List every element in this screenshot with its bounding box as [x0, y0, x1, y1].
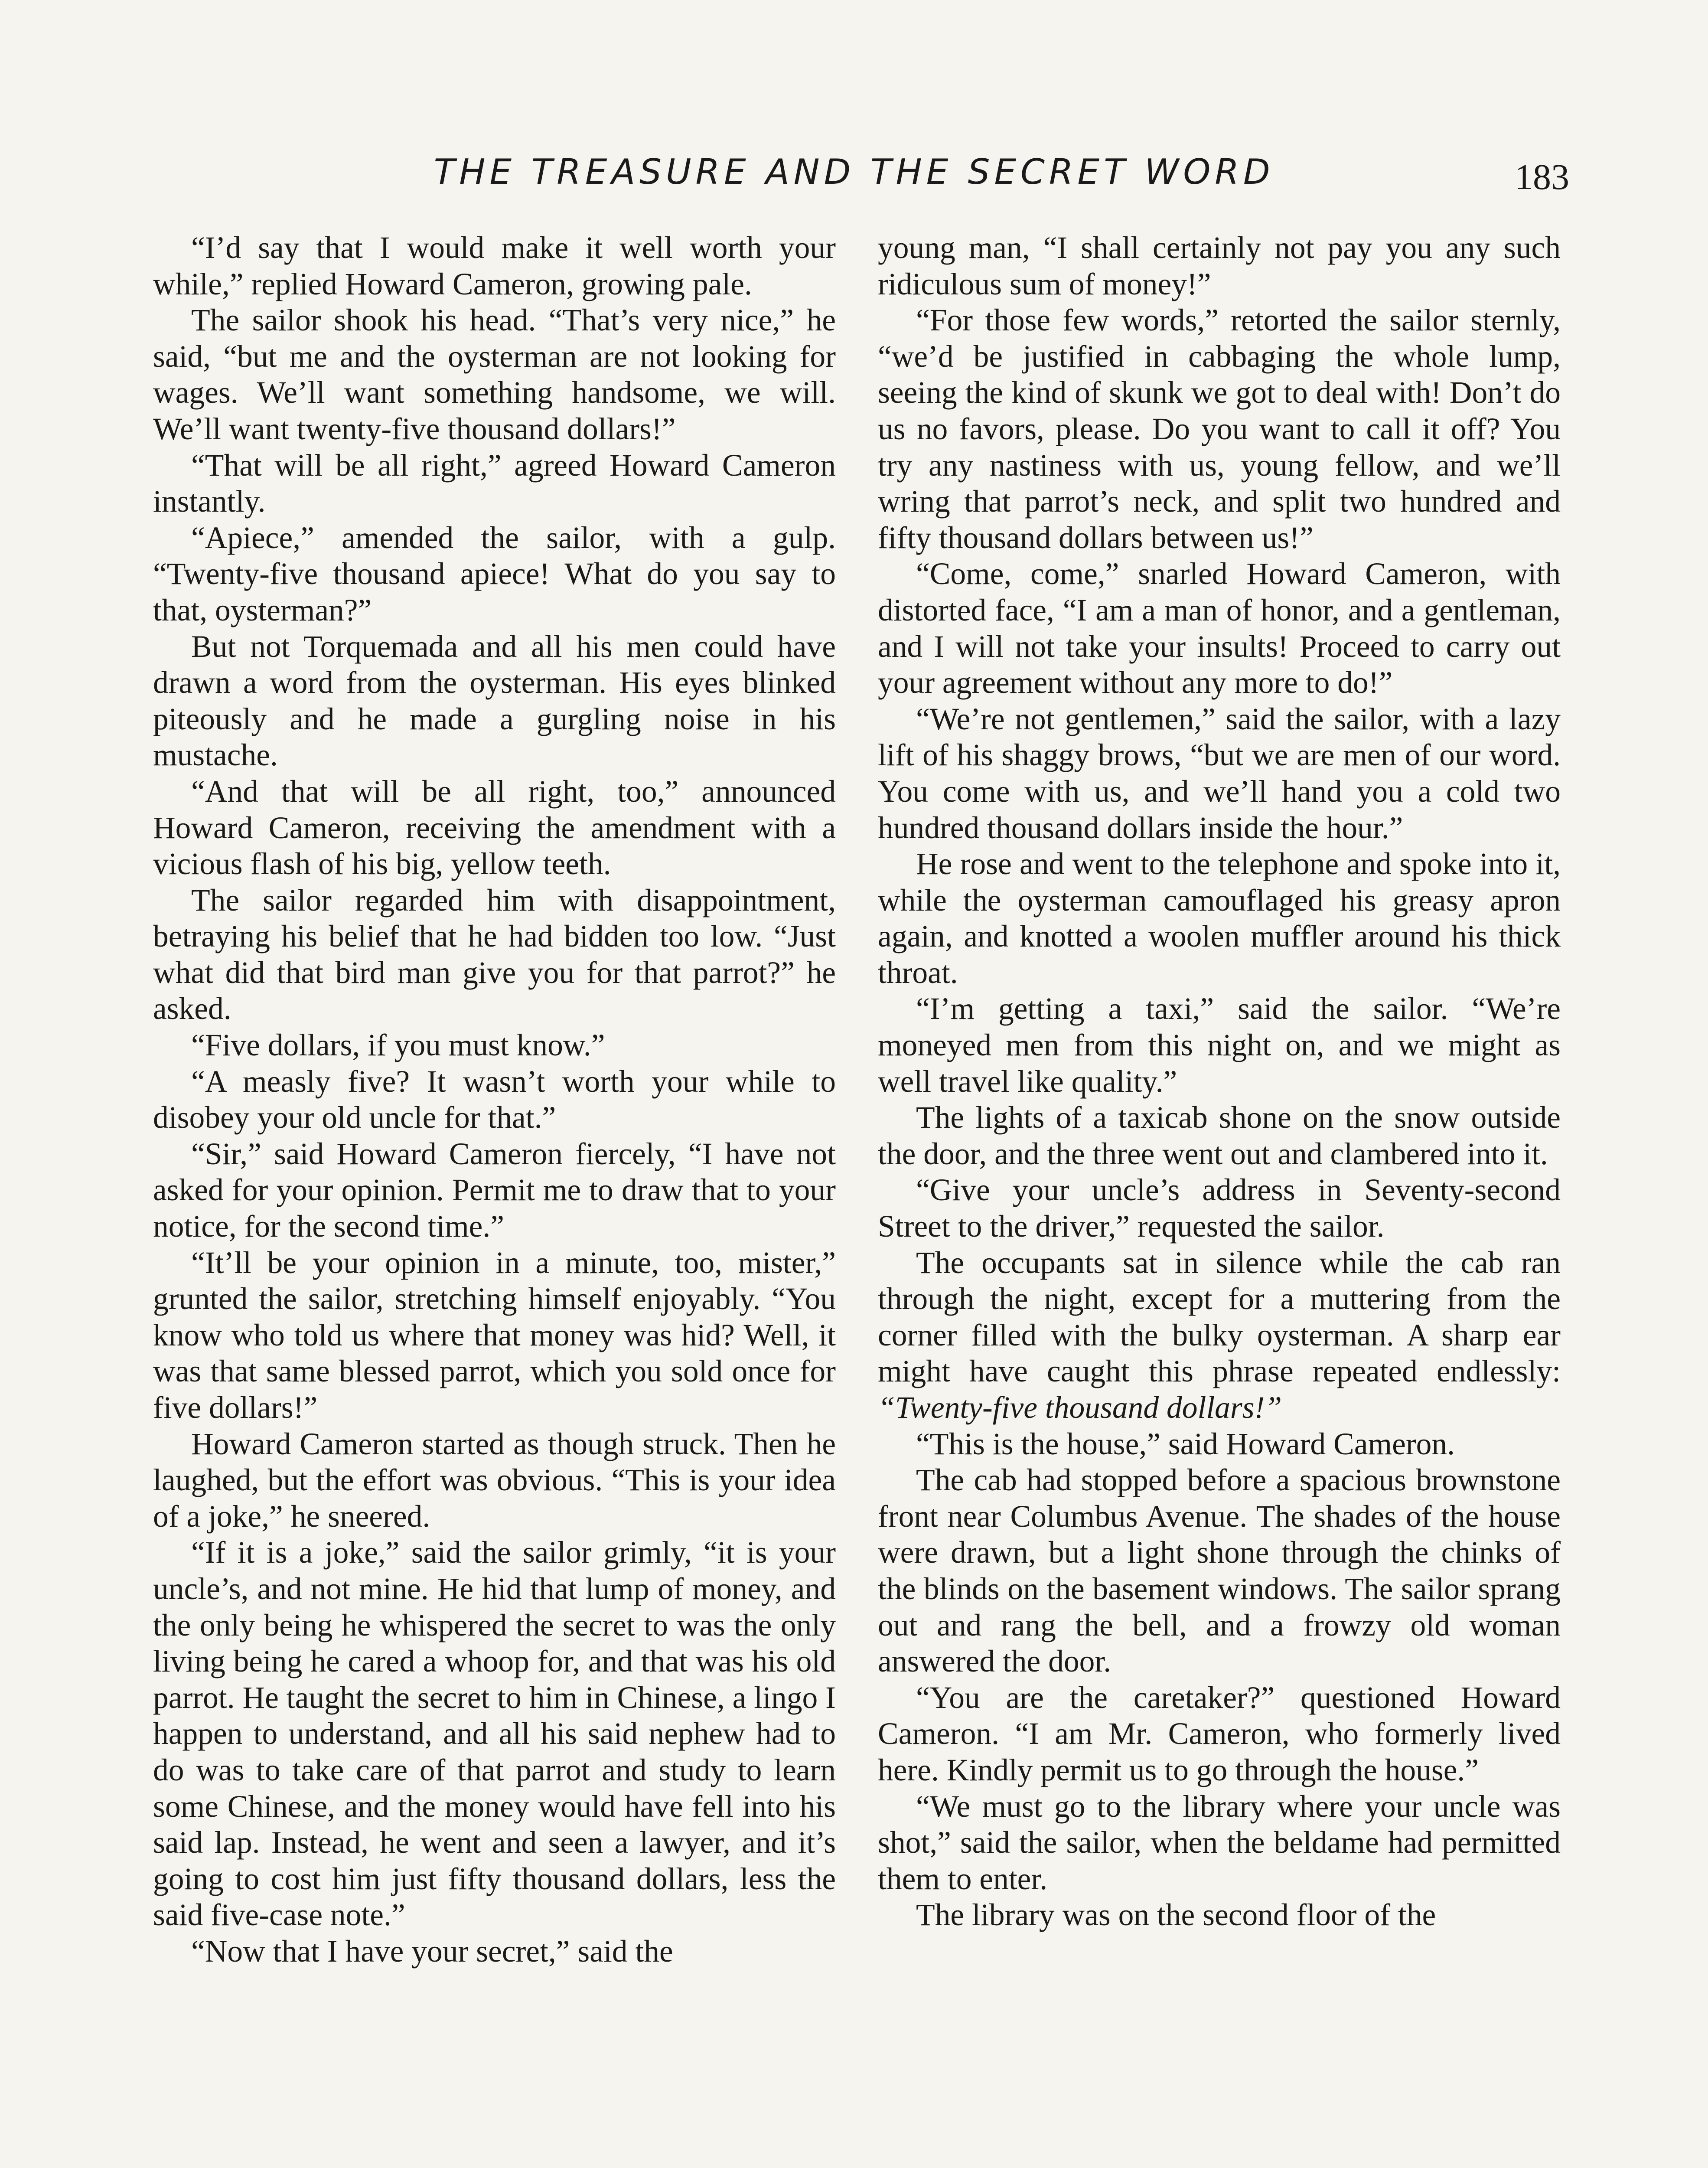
paragraph: The sailor regarded him with disappointment, betraying his belief that he had bidden too low. “Just what did that bird man give you for that parrot?” he asked. [153, 883, 836, 1026]
paragraph: “And that will be all right, too,” announced Howard Cameron, receiving the amendment with a vicious flash of his big, yellow teeth. [153, 774, 836, 882]
paragraph: “A measly five? It wasn’t worth your while to disobey your old uncle for that.” [153, 1064, 836, 1135]
paragraph: “This is the house,” said Howard Cameron. [916, 1427, 1455, 1461]
paragraph: Howard Cameron started as though struck. Then he laughed, but the effort was obvious. “This is your idea of a joke,” he sneered. [153, 1427, 836, 1534]
paragraph: “Sir,” said Howard Cameron fiercely, “I have not asked for your opinion. Permit me to draw that to your notice, for the second time.” [153, 1136, 836, 1244]
paragraph: “I’d say that I would make it well worth your while,” replied Howard Cameron, growing pale. [153, 231, 836, 301]
paragraph: “If it is a joke,” said the sailor grimly, “it is your uncle’s, and not mine. He hid that lump of money, and the only being he whispered the secret to was the only living being he cared a whoop for, and that was his old parrot. He taught the secret to him in Chinese, a lingo I happen to understand, and all his said nephew had to do was to take care of that parrot and study to learn some Chinese, and the money would have fell into his said lap. Instead, he went and seen a lawyer, and it’s going to cost him just fifty thousand dollars, less the said five-case note.” [153, 1535, 836, 1933]
running-title: THE TREASURE AND THE SECRET WORD [434, 152, 1274, 192]
left-column [153, 230, 836, 1970]
paragraph: The sailor shook his head. “That’s very nice,” he said, “but me and the oysterman are not looking for wages. We’ll want something handsome, we will. We’ll want twenty-five thousand dollars!” [153, 303, 836, 446]
paragraph: The cab had stopped before a spacious brownstone front near Columbus Avenue. The shades of the house were drawn, but a light shone through the chinks of the blinds on the basement windows. The sailor sprang out and rang the bell, and a frowzy old woman answered the door. [878, 1463, 1561, 1679]
paragraph: “Five dollars, if you must know.” [191, 1028, 605, 1063]
right-column [878, 230, 1561, 1933]
paragraph: “We’re not gentlemen,” said the sailor, with a lazy lift of his shaggy brows, “but we are men of our word. You come with us, and we’ll hand you a cold two hundred thousand dollars inside the hour.” [878, 702, 1561, 845]
paragraph-with-italic [878, 1245, 1561, 1426]
paragraph: He rose and went to the telephone and spoke into it, while the oysterman camouflaged his greasy apron again, and knotted a woolen muffler around his thick throat. [878, 847, 1561, 990]
paragraph: “Now that I have your secret,” said the [191, 1934, 673, 1969]
paragraph: “Apiece,” amended the sailor, with a gulp. “Twenty-five thousand apiece! What do you say to that, oysterman?” [153, 520, 836, 627]
italic-phrase: “Twenty-five thousand dollars!” [878, 1391, 1282, 1425]
page-header [156, 152, 1569, 204]
paragraph: The library was on the second floor of the [916, 1898, 1436, 1933]
paragraph: “Come, come,” snarled Howard Cameron, with distorted face, “I am a man of honor, and a gentleman, and I will not take your insults! Proceed to carry out your agreement without any more to do!” [878, 557, 1561, 700]
paragraph-text: The occupants sat in silence while the cab ran through the night, except for a muttering from the corner filled with the bulky oysterman. A sharp ear might have caught this phrase repeated endlessly: [878, 1245, 1561, 1389]
paragraph: The lights of a taxicab shone on the snow outside the door, and the three went out and clambered into it. [878, 1100, 1561, 1171]
paragraph: “For those few words,” retorted the sailor sternly, “we’d be justified in cabbaging the whole lump, seeing the kind of skunk we got to deal with! Don’t do us no favors, please. Do you want to call it off? You try any nastiness with us, young fellow, and we’ll wring that parrot’s neck, and split two hundred and fifty thousand dollars between us!” [878, 303, 1561, 555]
continued-paragraph: young man, “I shall certainly not pay you any such ridiculous sum of money!” [878, 231, 1561, 301]
paragraph: “Give your uncle’s address in Seventy-second Street to the driver,” requested the sailor. [878, 1173, 1561, 1244]
paragraph: “That will be all right,” agreed Howard Cameron instantly. [153, 448, 836, 519]
paragraph: “You are the caretaker?” questioned Howard Cameron. “I am Mr. Cameron, who formerly lived here. Kindly permit us to go through the house.” [878, 1680, 1561, 1787]
paragraph: “We must go to the library where your uncle was shot,” said the sailor, when the beldame had permitted them to enter. [878, 1789, 1561, 1896]
paragraph: But not Torquemada and all his men could have drawn a word from the oysterman. His eyes blinked piteously and he made a gurgling noise in his mustache. [153, 629, 836, 773]
paragraph: “It’ll be your opinion in a minute, too, mister,” grunted the sailor, stretching himself enjoyably. “You know who told us where that money was hid? Well, it was that same blessed parrot, which you sold once for five dollars!” [153, 1245, 836, 1425]
page-number: 183 [1515, 157, 1569, 197]
paragraph: “I’m getting a taxi,” said the sailor. “We’re moneyed men from this night on, and we might as well travel like quality.” [878, 992, 1561, 1099]
